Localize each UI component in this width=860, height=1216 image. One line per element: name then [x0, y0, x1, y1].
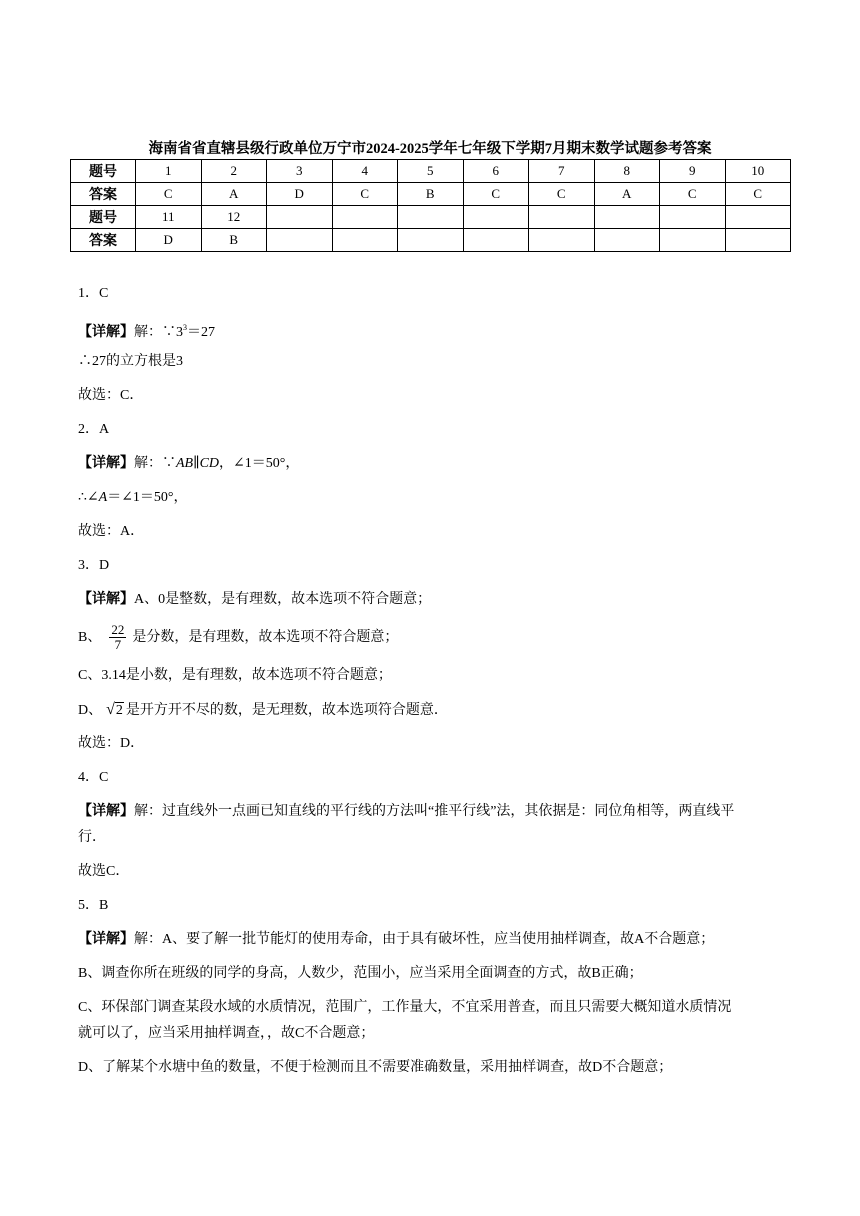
table-cell: 6	[463, 160, 529, 183]
q5-line-1: 【详解】解：A、要了解一批节能灯的使用寿命，由于具有破坏性，应当使用抽样调查，故A不合题意；	[78, 932, 715, 947]
q3-line-5: 故选：D．	[78, 736, 145, 751]
table-cell: D	[267, 183, 333, 206]
table-cell	[660, 206, 726, 229]
q5-heading: 5．B	[78, 898, 109, 913]
table-cell: D	[136, 229, 202, 252]
q2-line-1: 【详解】解：∵AB∥CD，∠1＝50°，	[78, 456, 300, 471]
table-cell	[267, 206, 333, 229]
table-cell: C	[660, 183, 726, 206]
table-cell	[594, 229, 660, 252]
q3-line-3: C、3.14是小数，是有理数，故本选项不符合题意；	[78, 668, 392, 683]
table-cell: 12	[201, 206, 267, 229]
solutions	[78, 281, 790, 1089]
table-cell: 2	[201, 160, 267, 183]
answer-table-row	[71, 183, 791, 206]
q3-line-1: 【详解】A、0是整数，是有理数，故本选项不符合题意；	[78, 592, 432, 607]
row-header: 题号	[71, 206, 136, 229]
q4-line-2: 行．	[78, 830, 106, 845]
q5-line-4: 就可以了，应当采用抽样调查，，故C不合题意；	[78, 1026, 375, 1041]
table-cell: C	[463, 183, 529, 206]
q3-heading: 3．D	[78, 558, 110, 573]
row-header: 题号	[71, 160, 136, 183]
table-cell: C	[529, 183, 595, 206]
table-cell: A	[594, 183, 660, 206]
table-cell: 5	[398, 160, 464, 183]
q3-line-4: D、 √2 是开方开不尽的数，是无理数，故本选项符合题意．	[78, 697, 790, 731]
detail-tag: 【详解】	[78, 456, 134, 471]
table-cell	[267, 229, 333, 252]
table-cell: 10	[725, 160, 791, 183]
q1-line-2: ∴27的立方根是3	[78, 354, 183, 369]
answer-table-row	[71, 229, 791, 252]
table-cell: 1	[136, 160, 202, 183]
q1-line-3: 故选：C．	[78, 388, 144, 403]
fraction-22-7: $\frac{22}{7}$	[111, 622, 125, 653]
detail-tag: 【详解】	[78, 325, 134, 340]
document-title: 海南省省直辖县级行政单位万宁市2024-2025学年七年级下学期7月期末数学试题参考答案	[148, 141, 712, 157]
q4-line-3: 故选C．	[78, 864, 130, 879]
table-cell	[332, 229, 398, 252]
table-cell	[725, 206, 791, 229]
table-cell: 7	[529, 160, 595, 183]
detail-tag: 【详解】	[78, 592, 134, 607]
table-cell: 8	[594, 160, 660, 183]
table-cell	[725, 229, 791, 252]
table-cell: 3	[267, 160, 333, 183]
table-cell	[332, 206, 398, 229]
table-cell	[398, 206, 464, 229]
q4-line-1: 【详解】解：过直线外一点画已知直线的平行线的方法叫“推平行线”法，其依据是：同位角相等，两直线平	[78, 804, 735, 819]
table-cell: C	[136, 183, 202, 206]
sqrt-2: √2	[106, 701, 123, 718]
table-cell: 11	[136, 206, 202, 229]
detail-tag: 【详解】	[78, 804, 134, 819]
q1-line-1: 【详解】解：$\because 3^3=27$	[78, 323, 215, 340]
table-cell	[398, 229, 464, 252]
q4-heading: 4．C	[78, 770, 109, 785]
row-header: 答案	[71, 229, 136, 252]
table-cell: A	[201, 183, 267, 206]
table-cell: C	[332, 183, 398, 206]
table-cell: C	[725, 183, 791, 206]
answer-table-row	[71, 160, 791, 183]
table-cell: B	[398, 183, 464, 206]
q5-line-3: C、环保部门调查某段水域的水质情况，范围广，工作量大，不宜采用普查，而且只需要大概知道水质情况	[78, 1000, 732, 1015]
q2-heading: 2．A	[78, 422, 110, 437]
q2-line-3: 故选：A．	[78, 524, 145, 539]
answer-table	[70, 159, 791, 252]
q2-line-2: ∴∠A＝∠1＝50°，	[78, 490, 188, 505]
q3-line-2: B、 $\frac{22}{7}$ 是分数，是有理数，故本选项不符合题意；	[78, 622, 399, 653]
q5-line-5: D、了解某个水塘中鱼的数量，不便于检测而且不需要准确数量，采用抽样调查，故D不合题意；	[78, 1060, 673, 1075]
table-cell: 4	[332, 160, 398, 183]
table-cell: 9	[660, 160, 726, 183]
q5-line-2: B、调查你所在班级的同学的身高，人数少，范围小，应当采用全面调查的方式，故B正确；	[78, 966, 643, 981]
table-cell	[594, 206, 660, 229]
table-cell	[660, 229, 726, 252]
detail-tag: 【详解】	[78, 932, 134, 947]
table-cell	[463, 206, 529, 229]
table-cell	[529, 206, 595, 229]
table-cell: B	[201, 229, 267, 252]
table-cell	[529, 229, 595, 252]
row-header: 答案	[71, 183, 136, 206]
answer-table-row	[71, 206, 791, 229]
q1-heading: 1．C	[78, 286, 109, 301]
table-cell	[463, 229, 529, 252]
